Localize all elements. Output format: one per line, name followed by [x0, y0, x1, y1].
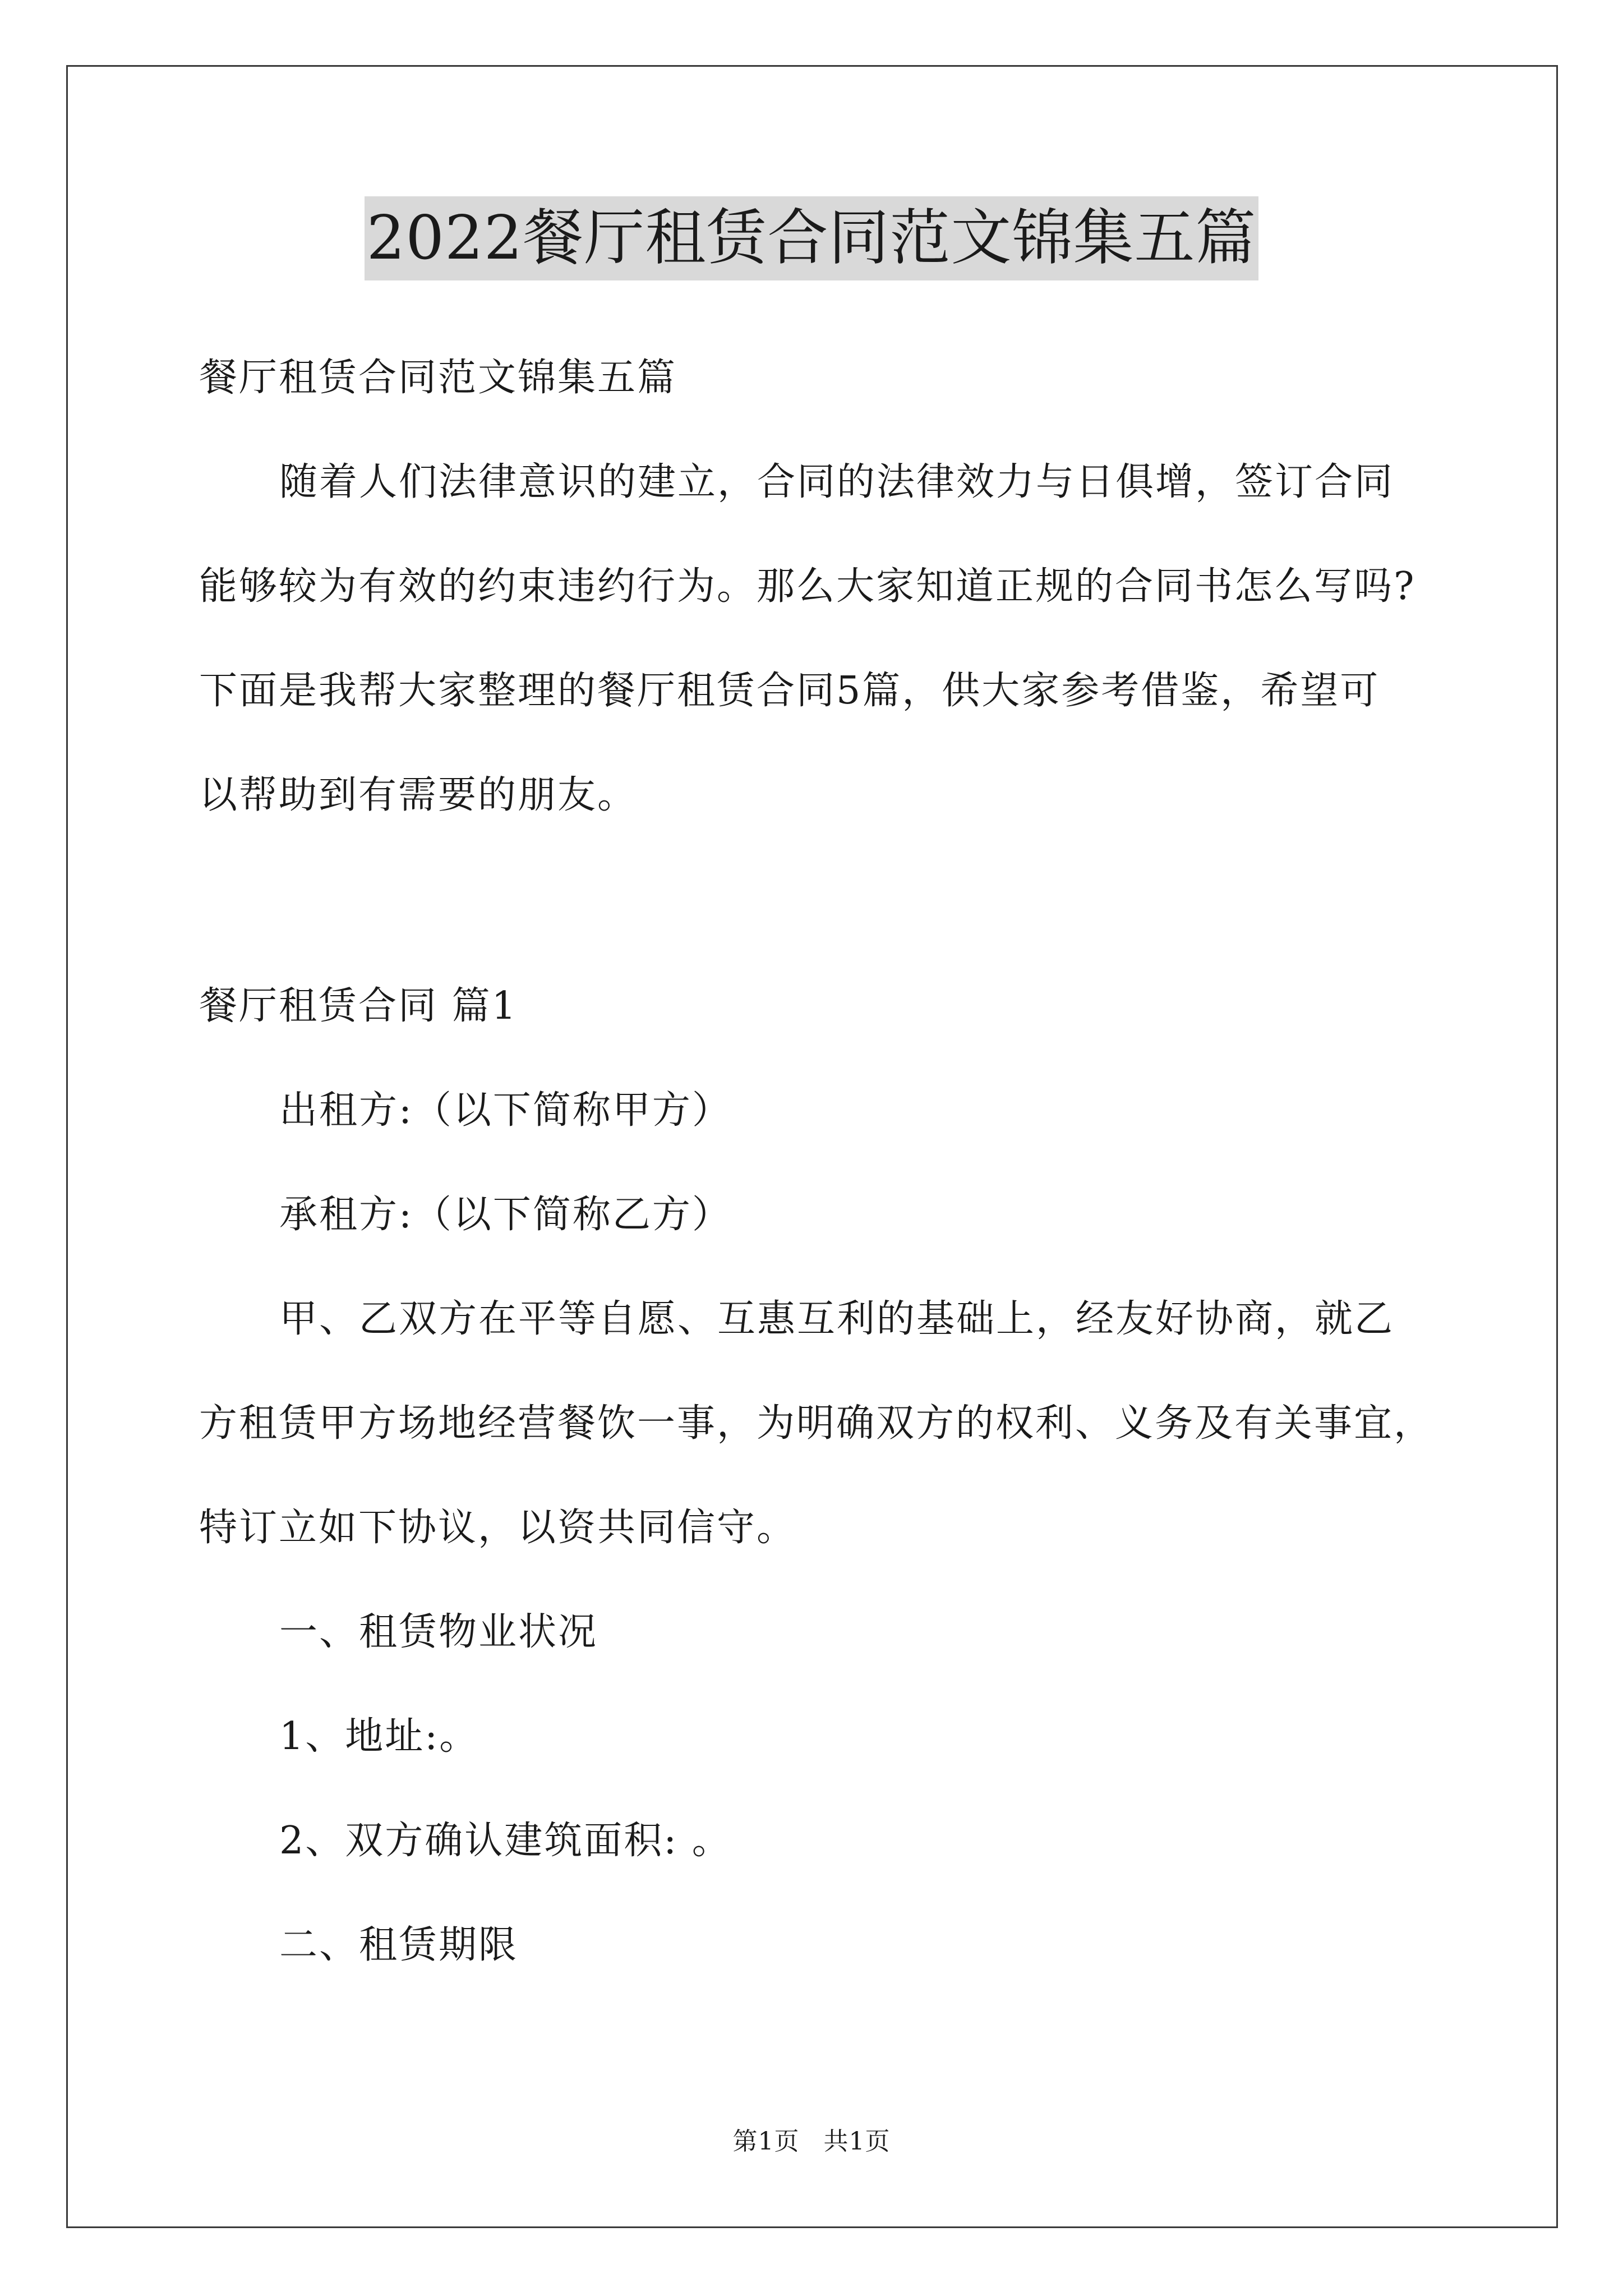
- lessor-line: 出租方:（以下简称甲方）: [279, 1088, 732, 1133]
- document-subtitle: 餐厅租赁合同范文锦集五篇: [199, 356, 677, 400]
- page-number: 第1页: [732, 2127, 800, 2156]
- lessee-line: 承租方:（以下简称乙方）: [279, 1193, 732, 1237]
- intro-line-1: 随着人们法律意识的建立，合同的法律效力与日俱增，签订合同: [279, 460, 1395, 504]
- clause-1-item-1: 1、地址:。: [279, 1714, 479, 1759]
- page-footer: [0, 2125, 1623, 2159]
- agreement-line-1: 甲、乙双方在平等自愿、互惠互利的基础上，经友好协商，就乙: [279, 1297, 1395, 1341]
- intro-line-2: 能够较为有效的约束违约行为。那么大家知道正规的合同书怎么写吗?: [199, 564, 1416, 609]
- clause-1-item-2: 2、双方确认建筑面积: 。: [279, 1819, 732, 1863]
- section-heading: 餐厅租赁合同 篇1: [199, 984, 518, 1028]
- agreement-line-2: 方租赁甲方场地经营餐饮一事，为明确双方的权利、义务及有关事宜，: [199, 1401, 1434, 1446]
- agreement-line-3: 特订立如下协议，以资共同信守。: [199, 1506, 797, 1550]
- document-title: 2022餐厅租赁合同范文锦集五篇: [365, 196, 1259, 280]
- intro-line-3: 下面是我帮大家整理的餐厅租赁合同5篇，供大家参考借鉴，希望可: [199, 669, 1380, 713]
- clause-2-heading: 二、租赁期限: [279, 1923, 519, 1967]
- clause-1-heading: 一、租赁物业状况: [279, 1610, 598, 1654]
- page-total: 共1页: [823, 2127, 891, 2156]
- title-container: [0, 196, 1623, 280]
- intro-line-4: 以帮助到有需要的朋友。: [199, 773, 638, 817]
